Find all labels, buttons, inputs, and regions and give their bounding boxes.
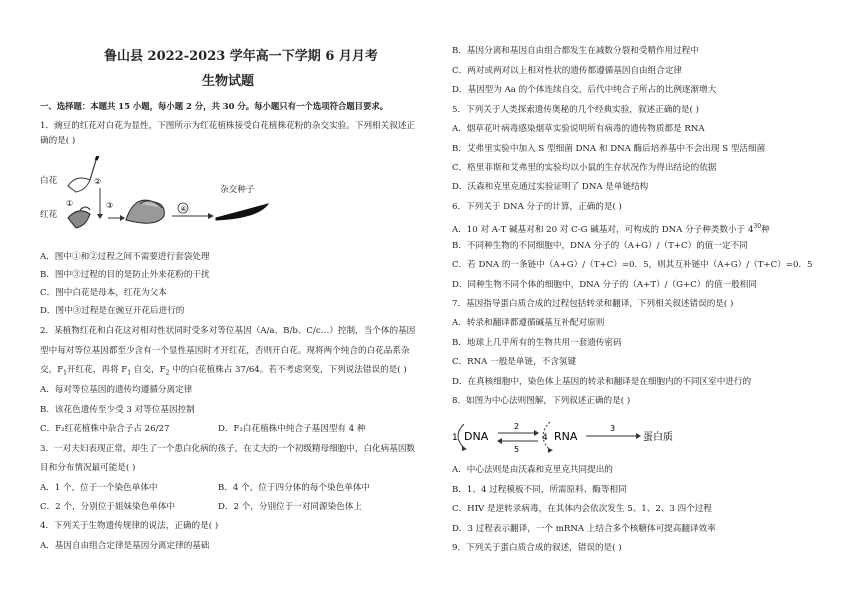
q8-option-d[interactable]: D．3 过程表示翻译，一个 mRNA 上结合多个核糖体可提高翻译效率 <box>452 524 716 534</box>
q2-option-b[interactable]: B．该花色遗传至少受 3 对等位基因控制 <box>40 405 195 415</box>
q3-option-d[interactable]: D．2 个，分别位于一对同源染色体上 <box>218 502 362 512</box>
step-2-label: ② <box>94 177 102 186</box>
q8-stem: 8．如图为中心法则图解，下列叙述正确的是( ) <box>452 396 631 406</box>
q4-stem: 4．下列关于生物遗传规律的说法，正确的是( ) <box>40 521 219 531</box>
q4-option-d[interactable]: D．基因型为 Aa 的个体连续自交，后代中纯合子所占的比例逐渐增大 <box>452 85 717 95</box>
process-1-label: 1 <box>452 433 458 443</box>
q6-option-c[interactable]: C．若 DNA 的一条链中（A+G）/（T+C）=0．5，则其互补链中（A+G）/（T+C）=0．5 <box>452 260 813 270</box>
q6-stem: 6．下列关于 DNA 分子的计算，正确的是( ) <box>452 202 622 212</box>
q7-option-a[interactable]: A．转录和翻译都遵循碱基互补配对原则 <box>452 318 605 328</box>
q5-option-a[interactable]: A．烟草花叶病毒感染烟草实验说明所有病毒的遗传物质都是 RNA <box>452 124 705 134</box>
q2-option-a[interactable]: A．每对等位基因的遗传均遵循分离定律 <box>40 385 193 395</box>
protein-label: 蛋白质 <box>643 432 673 443</box>
q5-option-c[interactable]: C．格里菲斯和艾弗里的实验均以小鼠的生存状况作为得出结论的依据 <box>452 163 717 173</box>
white-flower-icon <box>68 178 90 192</box>
q1-flower-figure <box>40 156 280 246</box>
q6-option-b[interactable]: B．不同种生物的不同细胞中，DNA 分子的（A+G）/（T+C）的值一定不同 <box>452 241 748 251</box>
process-2-label: 2 <box>514 422 520 431</box>
q4-option-b[interactable]: B．基因分离和基因自由组合都发生在减数分裂和受精作用过程中 <box>452 46 699 56</box>
q1-option-b[interactable]: B．图中③过程的目的是防止外来花粉的干扰 <box>40 270 210 280</box>
section-heading: 一、选择题：本题共 15 小题，每小题 2 分，共 30 分。每小题只有一个选项符合题目要求。 <box>40 101 389 111</box>
q5-stem: 5．下列关于人类探索遗传奥秘的几个经典实验，叙述正确的是( ) <box>452 105 699 115</box>
step-3-label: ③ <box>106 201 114 210</box>
q2-stem-line2: 型中每对等位基因都至少含有一个显性基因时才开红花，否则开白花。现将两个纯合的白花品系杂 <box>40 346 410 356</box>
red-flower-label: 红花 <box>40 210 58 220</box>
q2-stem-line3: 交，$F_1$开红花，再将 $F_1$ 自交，$F_2$ 中的白花植株占 37/64。若不考虑突变，下列说法错误的是( ) <box>40 365 407 377</box>
q9-stem: 9．下列关于蛋白质合成的叙述，错误的是( ) <box>452 543 622 553</box>
q3-option-a[interactable]: A．1 个，位于一个染色单体中 <box>40 483 158 493</box>
q8-option-b[interactable]: B．1、4 过程模板不同，所需原料、酶等相同 <box>452 485 627 495</box>
q4-option-a[interactable]: A．基因自由组合定律是基因分离定律的基础 <box>40 541 210 551</box>
q4-option-c[interactable]: C．两对或两对以上相对性状的遗传都遵循基因自由组合定律 <box>452 66 683 76</box>
q1-stem-line1: 1．豌豆的红花对白花为显性，下图所示为红花植株接受白花植株花粉的杂交实验。下列相关叙述正 <box>40 121 416 131</box>
central-dogma-diagram <box>452 416 692 458</box>
q2-option-c[interactable]: C．F₂红花植株中杂合子占 26/27 <box>40 424 170 434</box>
page-subtitle: 生物试题 <box>202 74 255 89</box>
step-1-label: ① <box>66 199 74 208</box>
white-flower-label: 白花 <box>40 176 58 186</box>
step-4-label: ④ <box>180 205 187 213</box>
q3-stem-line1: 3．一对夫妇表现正常，却生了一个患白化病的孩子，在丈夫的一个初级精母细胞中，白化病基因数 <box>40 444 416 454</box>
seed-pod-icon <box>216 204 268 220</box>
q8-option-c[interactable]: C．HIV 是逆转录病毒，在其体内会依次发生 5、1、2、3 四个过程 <box>452 504 712 514</box>
red-flower-icon <box>68 211 90 228</box>
q6-option-d[interactable]: D．同种生物不同个体的细胞中，DNA 分子的（A+T）/（G+C）的值一般相同 <box>452 280 757 290</box>
q5-option-d[interactable]: D．沃森和克里克通过实验证明了 DNA 是单链结构 <box>452 182 649 192</box>
rna-label: RNA <box>554 430 578 443</box>
q2-option-d[interactable]: D．F₂白花植株中纯合子基因型有 4 种 <box>218 424 366 434</box>
q1-option-a[interactable]: A．图中①和②过程之间不需要进行套袋处理 <box>40 252 210 262</box>
q1-option-d[interactable]: D．图中③过程是在豌豆开花后进行的 <box>40 306 185 316</box>
q7-option-c[interactable]: C．RNA 一般是单链，不含氢键 <box>452 357 577 367</box>
page-title: 鲁山县 2022-2023 学年高一下学期 6 月月考 <box>104 49 378 64</box>
q1-option-c[interactable]: C．图中白花是母本，红花为父本 <box>40 288 167 298</box>
q5-option-b[interactable]: B．艾弗里实验中加入 S 型细菌 DNA 和 DNA 酶后培养基中不会出现 S 型活细菌 <box>452 144 766 154</box>
process-5-label: 5 <box>514 445 520 454</box>
q3-option-b[interactable]: B．4 个，位于四分体的每个染色单体中 <box>218 483 371 493</box>
process-3-label: 3 <box>610 424 616 433</box>
seed-label: 杂交种子 <box>220 185 255 195</box>
process-4-label: 4 <box>542 433 548 443</box>
q8-option-a[interactable]: A．中心法则是由沃森和克里克共同提出的 <box>452 465 613 475</box>
dna-label: DNA <box>464 430 489 443</box>
q2-stem-line1: 2．某植物红花和白花这对相对性状同时受多对等位基因（A/a、B/b、C/c…）控制，当个体的基因 <box>40 326 416 336</box>
q1-stem-line2: 确的是( ) <box>40 136 76 146</box>
q3-option-c[interactable]: C．2 个，分别位于姐妹染色单体中 <box>40 502 176 512</box>
q6-option-a[interactable]: A．10 对 A-T 碱基对和 20 对 C-G 碱基对，可构成的 DNA 分子种类数小于 $4^{30}$种 <box>452 223 770 235</box>
q7-option-d[interactable]: D．在真核细胞中，染色体上基因的转录和翻译是在细胞内的不同区室中进行的 <box>452 377 752 387</box>
q3-stem-line2: 目和分布情况最可能是( ) <box>40 463 136 473</box>
q7-stem: 7．基因指导蛋白质合成的过程包括转录和翻译，下列相关叙述错误的是( ) <box>452 299 734 309</box>
q7-option-b[interactable]: B．地球上几乎所有的生物共用一套遗传密码 <box>452 338 622 348</box>
